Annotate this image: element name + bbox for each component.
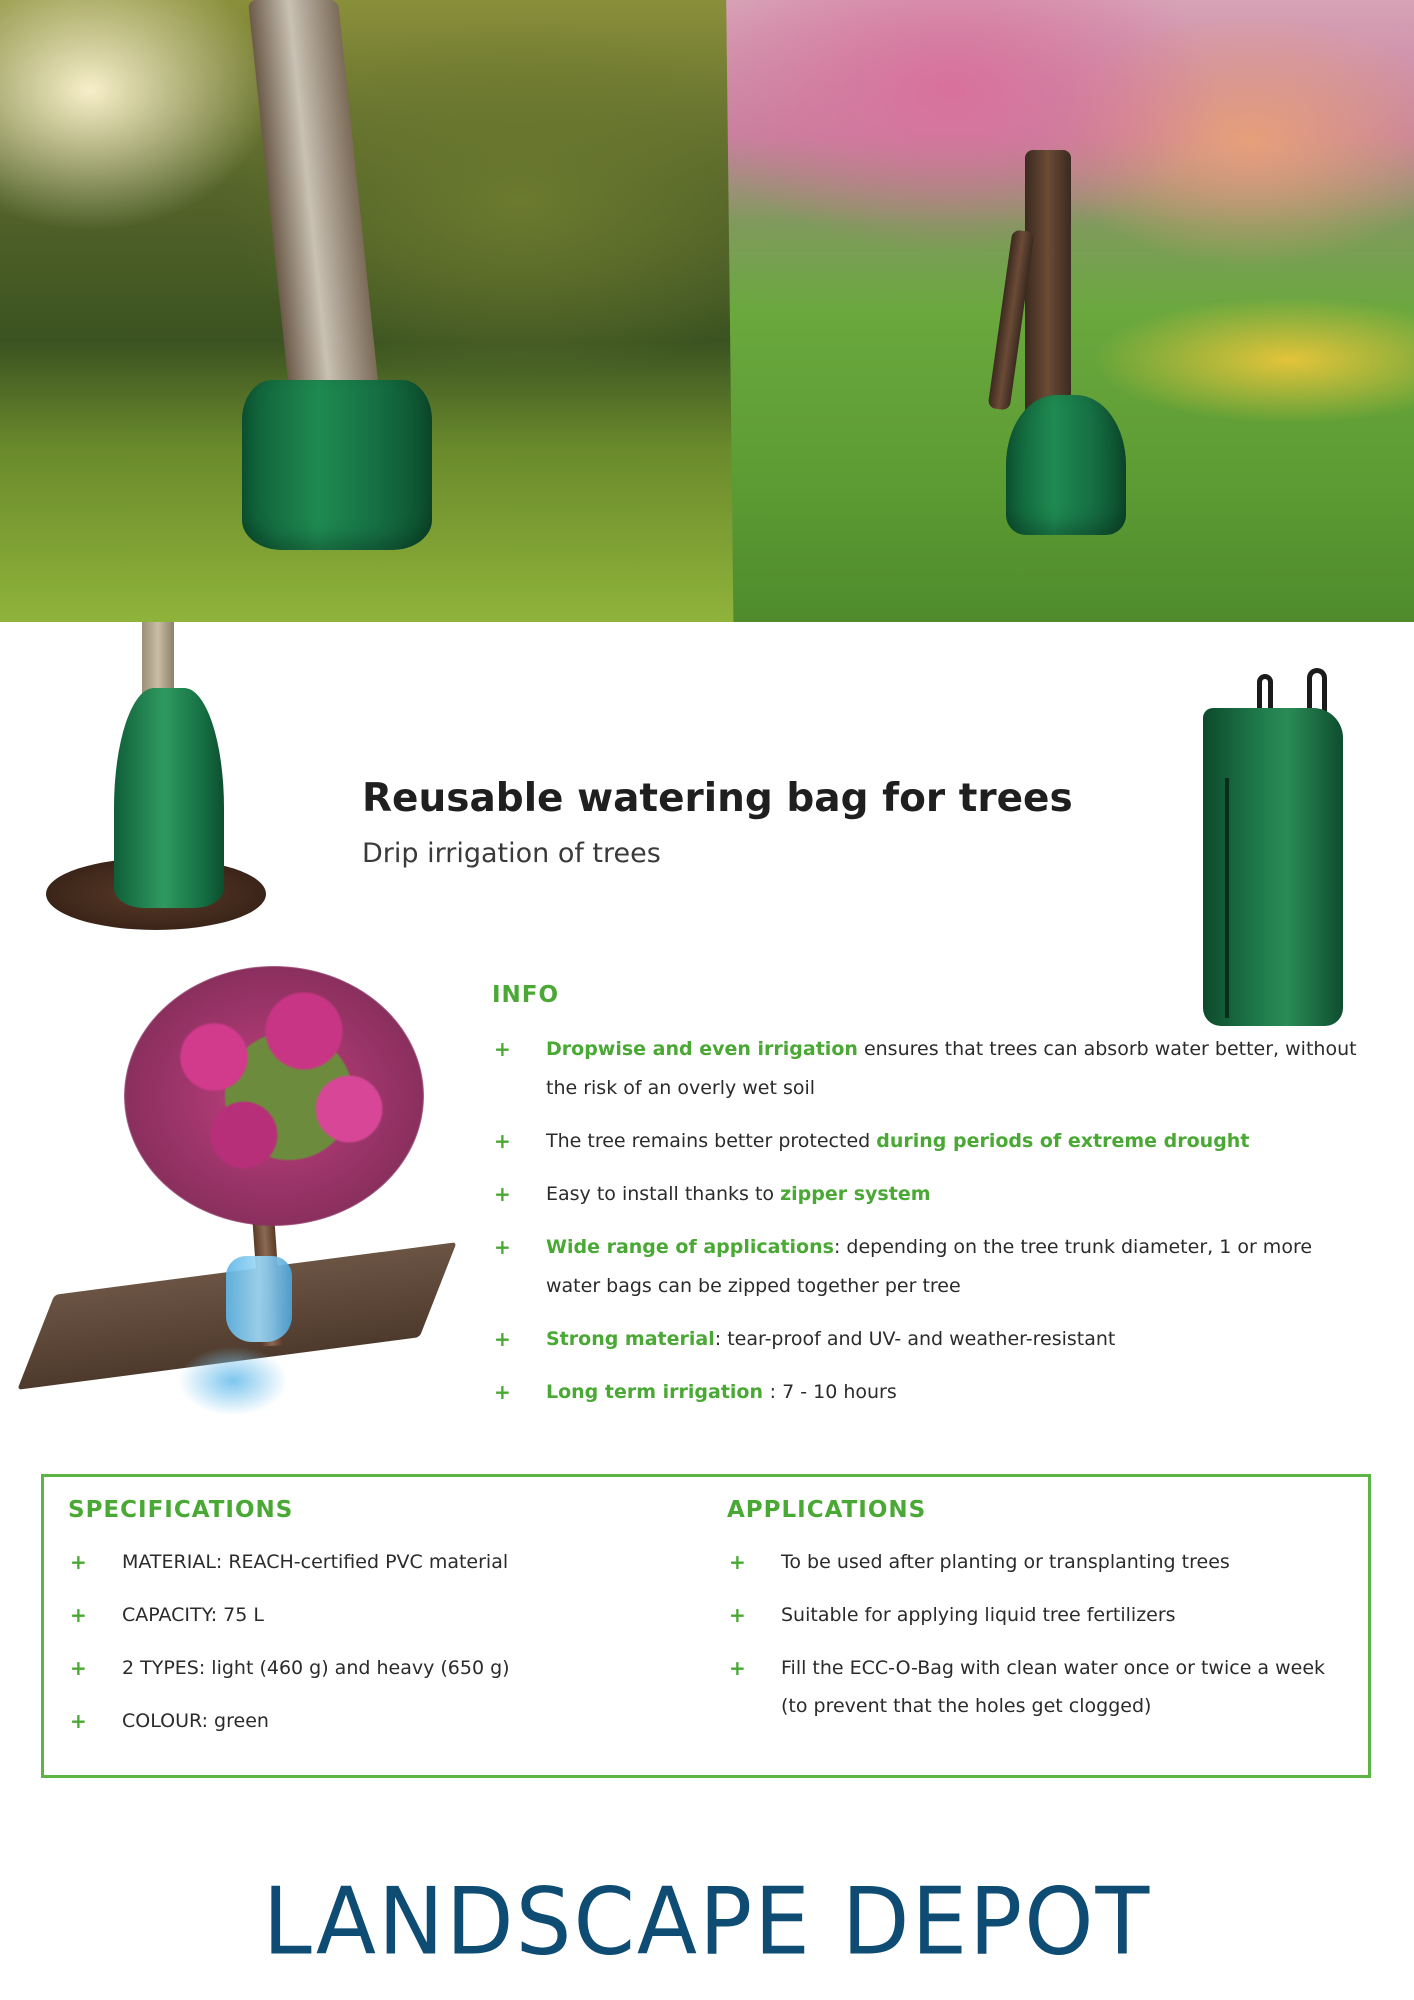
application-item: + Fill the ECC-O-Bag with clean water once or twice a week (to prevent that the holes get clogged)	[727, 1649, 1347, 1725]
highlight-text: zipper system	[780, 1183, 931, 1205]
info-item: + Easy to install thanks to zipper system	[492, 1175, 1372, 1214]
spec-item: + MATERIAL: REACH-certified PVC material	[68, 1543, 688, 1581]
info-item: + Long term irrigation : 7 - 10 hours	[492, 1373, 1372, 1412]
info-item: + Wide range of applications: depending on the tree trunk diameter, 1 or more water bags can be zipped together per tree	[492, 1228, 1372, 1306]
photo-tree-with-bag-park	[690, 0, 1414, 622]
info-item: + The tree remains better protected during periods of extreme drought	[492, 1122, 1372, 1161]
hero-photos	[0, 0, 1414, 622]
plus-icon: +	[494, 1182, 511, 1206]
plus-icon: +	[729, 1603, 746, 1627]
specifications-applications-box	[41, 1474, 1371, 1778]
highlight-text: Strong material	[546, 1328, 715, 1350]
highlight-text: during periods of extreme drought	[876, 1130, 1250, 1152]
plus-icon: +	[70, 1550, 87, 1574]
applications-heading: APPLICATIONS	[727, 1497, 927, 1523]
product-image-bag	[1195, 668, 1355, 1030]
application-item: + To be used after planting or transplanting trees	[727, 1543, 1347, 1581]
spec-item: + 2 TYPES: light (460 g) and heavy (650 g)	[68, 1649, 688, 1687]
specifications-column	[68, 1497, 688, 1755]
highlight-text: Wide range of applications	[546, 1236, 834, 1258]
plus-icon: +	[70, 1656, 87, 1680]
spec-item: + CAPACITY: 75 L	[68, 1596, 688, 1634]
plus-icon: +	[729, 1550, 746, 1574]
specifications-heading: SPECIFICATIONS	[68, 1497, 294, 1523]
page-subtitle: Drip irrigation of trees	[362, 838, 661, 869]
watering-bag	[242, 380, 432, 550]
product-image-bag-on-tree	[40, 622, 270, 932]
tree-trunk	[248, 0, 382, 420]
info-item: + Dropwise and even irrigation ensures that trees can absorb water better, without the risk of an overly wet soil	[492, 1030, 1372, 1108]
landscape-depot-logo: LANDSCAPE DEPOT	[262, 1867, 1152, 1976]
photo-tree-with-bag-forest	[0, 0, 745, 622]
applications-column	[727, 1497, 1347, 1740]
plus-icon: +	[494, 1327, 511, 1351]
page-title: Reusable watering bag for trees	[362, 776, 1073, 821]
plus-icon: +	[494, 1235, 511, 1259]
tree-irrigation-illustration	[48, 966, 438, 1426]
info-item: + Strong material: tear-proof and UV- and weather-resistant	[492, 1320, 1372, 1359]
highlight-text: Long term irrigation	[546, 1381, 770, 1403]
application-item: + Suitable for applying liquid tree fertilizers	[727, 1596, 1347, 1634]
plus-icon: +	[70, 1709, 87, 1733]
info-list	[492, 1030, 1372, 1412]
info-section	[492, 982, 1372, 1426]
applications-list	[727, 1543, 1347, 1725]
plus-icon: +	[494, 1380, 511, 1404]
plus-icon: +	[729, 1656, 746, 1680]
plus-icon: +	[70, 1603, 87, 1627]
specifications-list	[68, 1543, 688, 1740]
plus-icon: +	[494, 1129, 511, 1153]
highlight-text: Dropwise and even irrigation	[546, 1038, 858, 1060]
watering-bag	[1006, 395, 1126, 535]
spec-item: + COLOUR: green	[68, 1702, 688, 1740]
plus-icon: +	[494, 1037, 511, 1061]
info-heading: INFO	[492, 982, 560, 1008]
